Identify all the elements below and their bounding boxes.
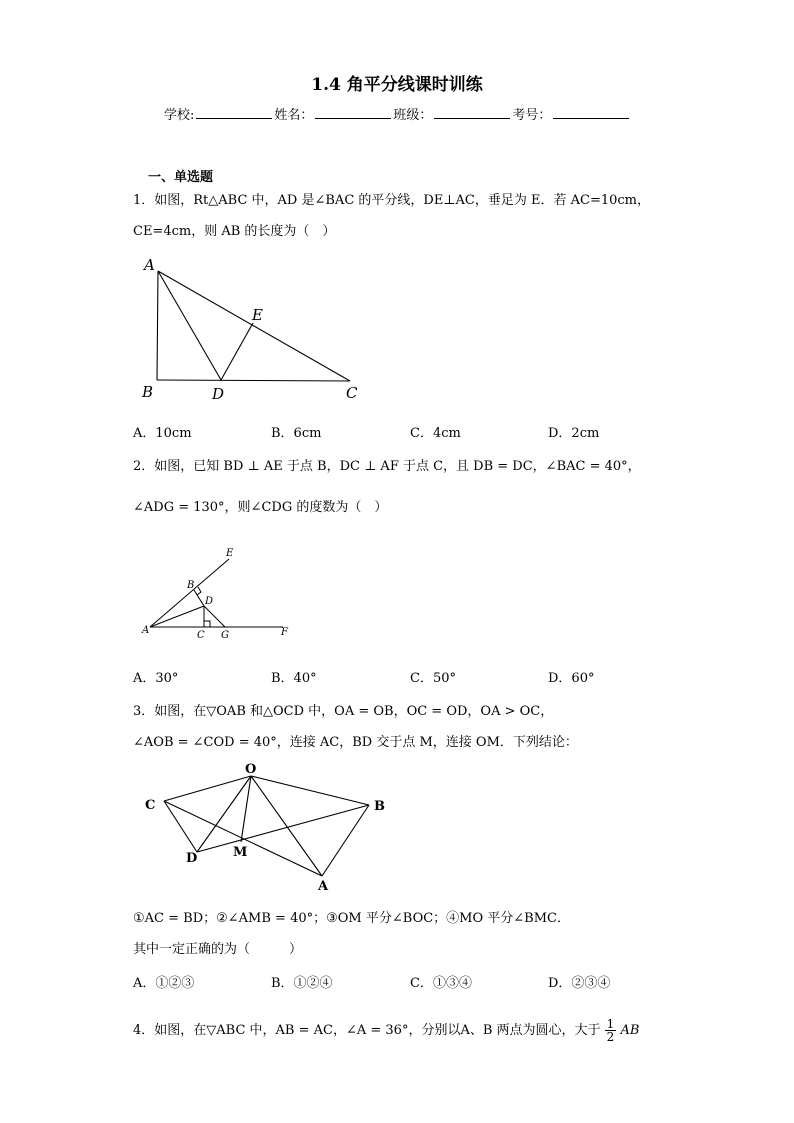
q1-option-a[interactable]: A．10cm (133, 426, 192, 441)
q2-option-c[interactable]: C．50° (410, 671, 456, 686)
q2-label-f: F (281, 627, 288, 638)
q2-label-g: G (221, 630, 229, 641)
q1-line2: CE=4cm，则 AB 的长度为（ ） (133, 224, 336, 239)
q2-label-e: E (226, 548, 234, 559)
q2-option-d[interactable]: D．60° (548, 671, 595, 686)
q3-label-c: C (145, 798, 156, 813)
q2-label-a: A (142, 625, 150, 636)
q4-line1-end: AB (620, 1023, 640, 1038)
q3-option-d[interactable]: D．②③④ (548, 976, 611, 991)
q3-segment-oc (164, 776, 251, 801)
q4-line1-text: 4．如图，在▽ABC 中，AB = AC，∠A = 36°，分别以A、B 两点为圆心，大于 (133, 1023, 601, 1038)
q2-label-c: C (197, 630, 205, 641)
q2-option-b[interactable]: B．40° (271, 671, 317, 686)
exam-label: 考号： (512, 108, 552, 123)
q3-line1: 3．如图，在▽OAB 和△OCD 中，OA = OB，OC = OD，OA > OC， (133, 704, 554, 719)
name-label: 姓名： (274, 108, 314, 123)
q3-option-a[interactable]: A．①②③ (133, 976, 195, 991)
q2-label-d: D (205, 596, 214, 607)
class-label: 班级： (393, 108, 433, 123)
q1-label-c: C (346, 384, 358, 402)
q4-line1 (133, 1018, 639, 1043)
q1-label-a: A (144, 256, 155, 274)
q3-label-d: D (186, 851, 198, 866)
q3-segment-od (197, 776, 251, 852)
q1-line1: 1．如图，Rt△ABC 中，AD 是∠BAC 的平分线，DE⊥AC，垂足为 E．若 AC=10cm， (133, 193, 651, 208)
q1-option-b[interactable]: B．6cm (271, 426, 322, 441)
q3-label-a: A (318, 879, 329, 894)
q3-prompt: 其中一定正确的为（ ） (133, 942, 303, 957)
q1-option-c[interactable]: C．4cm (410, 426, 461, 441)
q4-frac-denominator: 2 (606, 1030, 615, 1044)
q1-option-d[interactable]: D．2cm (548, 426, 600, 441)
q1-label-b: B (142, 383, 154, 401)
school-label: 学校: (164, 108, 195, 123)
page-title: 1.4 角平分线课时训练 (311, 75, 483, 95)
q3-option-c[interactable]: C．①③④ (410, 976, 472, 991)
q3-label-m: M (233, 845, 248, 860)
q1-label-d: D (212, 385, 225, 403)
q2-line2: ∠ADG = 130°，则∠CDG 的度数为（ ） (133, 500, 388, 515)
q3-segment-om (241, 776, 251, 842)
q4-frac-numerator: 1 (606, 1017, 615, 1031)
section-heading: 一、单选题 (148, 170, 214, 185)
q3-conclusions: ①AC = BD；②∠AMB = 40°；③OM 平分∠BOC；④MO 平分∠BMC． (133, 911, 570, 926)
q3-label-b: B (374, 799, 385, 814)
q2-line1: 2．如图，已知 BD ⊥ AE 于点 B，DC ⊥ AF 于点 C，且 DB = DC，∠BAC = 40°， (133, 459, 641, 474)
q4-fraction (605, 1018, 617, 1043)
q3-label-o: O (245, 762, 257, 777)
q1-label-e: E (252, 306, 263, 324)
q3-line2: ∠AOB = ∠COD = 40°，连接 AC，BD 交于点 M，连接 OM．下列结论： (133, 735, 578, 750)
q2-label-b: B (187, 580, 195, 591)
q2-option-a[interactable]: A．30° (133, 671, 179, 686)
q3-option-b[interactable]: B．①②④ (271, 976, 333, 991)
